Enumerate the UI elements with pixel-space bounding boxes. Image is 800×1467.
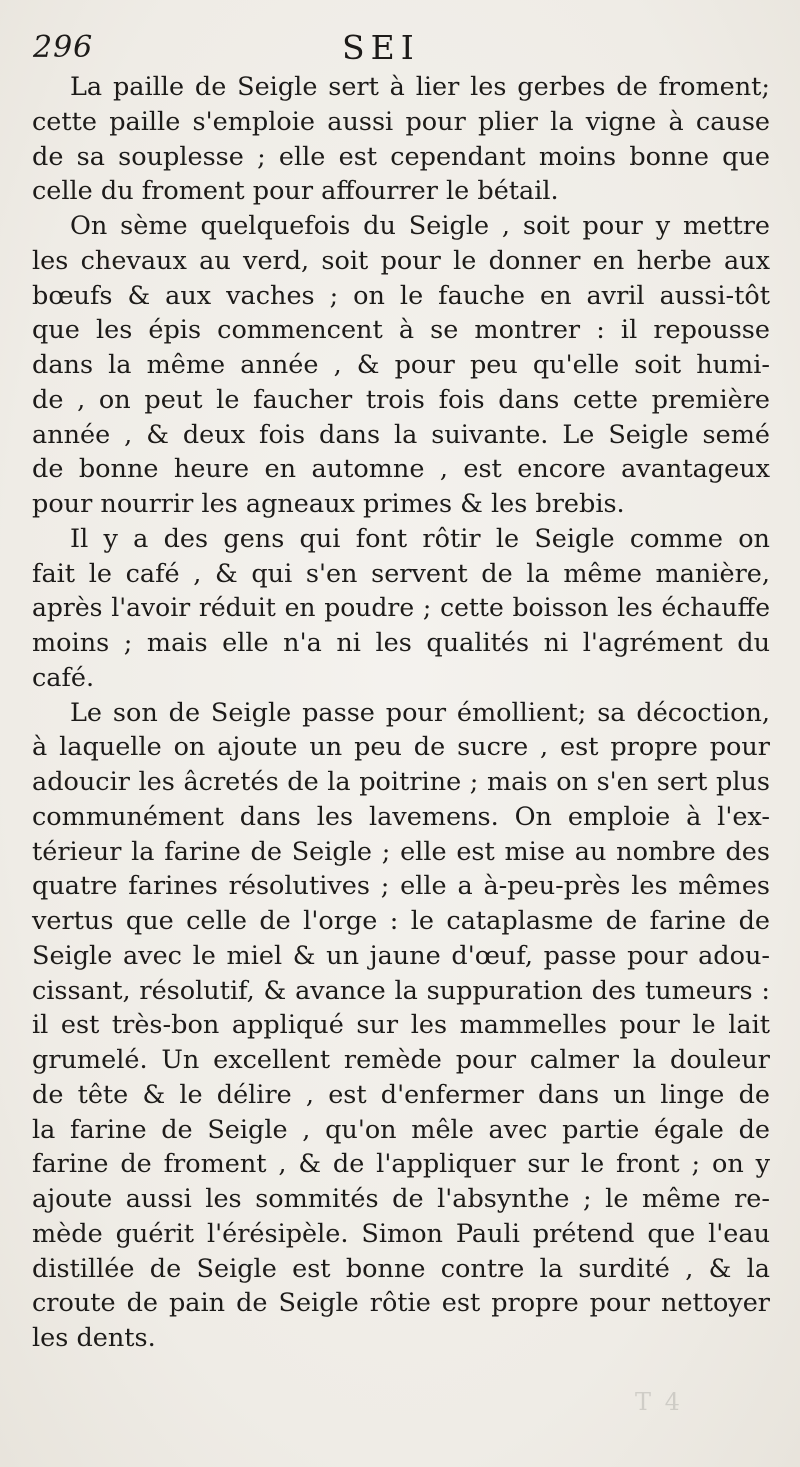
text-line: La paille de Seigle sert à lier les gerbes de froment;	[70, 72, 770, 102]
text-line: grumelé. Un excellent remède pour calmer la douleur	[32, 1045, 770, 1075]
text-line: les chevaux au verd, soit pour le donner en herbe aux	[32, 245, 770, 276]
text-line: que les épis commencent à se montrer : il repousse	[32, 315, 770, 346]
text-line: il est très-bon appliqué sur les mammelles pour le lait	[32, 1010, 770, 1041]
text-line: de tête & le délire , est d'enfermer dans un linge de	[32, 1079, 770, 1110]
text-line: vertus que celle de l'orge : le cataplasme de farine de	[32, 906, 770, 936]
text-line: année , & deux fois dans la suivante. Le Seigle semé	[32, 419, 770, 450]
text-line: communément dans les lavemens. On emploie à l'ex-	[32, 801, 770, 832]
text-line: fait le café , & qui s'en servent de la même manière,	[32, 558, 770, 589]
text-line: moins ; mais elle n'a ni les qualités ni l'agrément du	[32, 628, 770, 658]
text-line: distillée de Seigle est bonne contre la surdité , & la	[32, 1253, 770, 1284]
text-line: ajoute aussi les sommités de l'absynthe ; le même re-	[32, 1184, 770, 1214]
text-line: de , on peut le faucher trois fois dans cette première	[32, 384, 770, 415]
body-text	[32, 70, 770, 1356]
running-head: SEI	[342, 28, 420, 67]
text-line: dans la même année , & pour peu qu'elle soit humi-	[32, 350, 770, 380]
text-line: adoucir les âcretés de la poitrine ; mais on s'en sert plus	[32, 767, 770, 797]
signature-mark: T 4	[635, 1388, 683, 1416]
text-line: térieur la farine de Seigle ; elle est mise au nombre des	[32, 836, 770, 867]
text-line: Le son de Seigle passe pour émollient; sa décoction,	[70, 697, 770, 728]
text-line: farine de froment , & de l'appliquer sur le front ; on y	[32, 1149, 770, 1180]
text-line: les dents.	[32, 1323, 156, 1353]
text-line: cissant, résolutif, & avance la suppuration des tumeurs :	[32, 975, 770, 1006]
text-line: de sa souplesse ; elle est cependant moins bonne que	[32, 141, 770, 172]
text-line: mède guérit l'érésipèle. Simon Pauli prétend que l'eau	[32, 1218, 770, 1249]
page-number: 296	[33, 30, 94, 65]
text-line: Seigle avec le miel & un jaune d'œuf, passe pour adou-	[32, 940, 770, 971]
text-line: quatre farines résolutives ; elle a à-peu-près les mêmes	[32, 871, 770, 902]
text-line: bœufs & aux vaches ; on le fauche en avril aussi-tôt	[32, 280, 770, 311]
text-line: celle du froment pour affourrer le bétail.	[32, 176, 559, 207]
text-line: Il y a des gens qui font rôtir le Seigle comme on	[70, 523, 770, 554]
text-line: cette paille s'emploie aussi pour plier la vigne à cause	[32, 106, 770, 137]
text-line: de bonne heure en automne , est encore avantageux	[32, 454, 770, 485]
text-line: café.	[32, 662, 95, 693]
text-line: à laquelle on ajoute un peu de sucre , est propre pour	[32, 732, 770, 763]
text-line: après l'avoir réduit en poudre ; cette boisson les échauffe	[32, 593, 770, 623]
text-line: On sème quelquefois du Seigle , soit pour y mettre	[70, 211, 770, 241]
text-line: la farine de Seigle , qu'on mêle avec partie égale de	[32, 1114, 770, 1145]
text-line: croute de pain de Seigle rôtie est propre pour nettoyer	[32, 1288, 770, 1319]
text-line: pour nourrir les agneaux primes & les brebis.	[32, 489, 625, 519]
